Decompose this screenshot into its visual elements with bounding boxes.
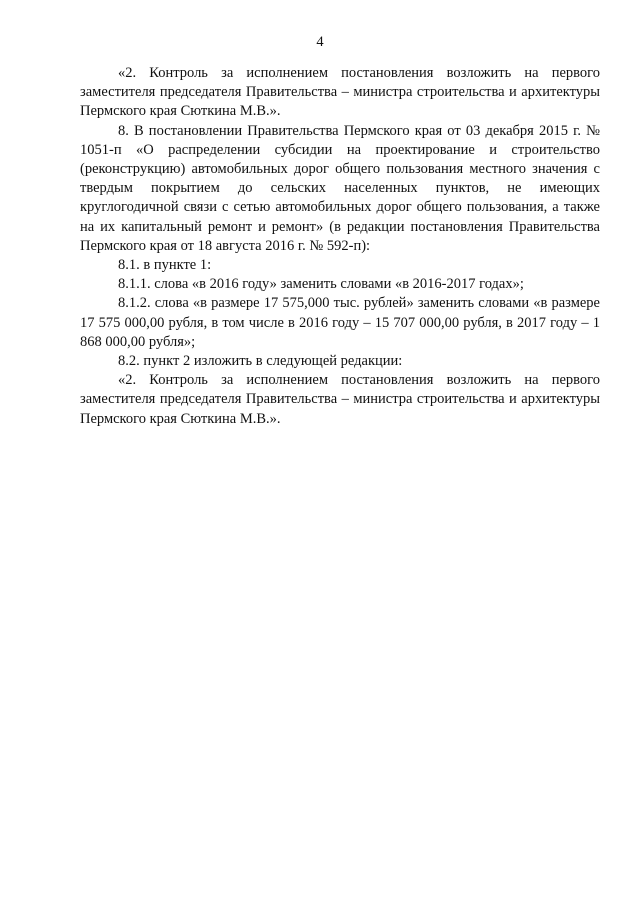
paragraph-item-8-2: 8.2. пункт 2 изложить в следующей редакции: — [118, 353, 403, 370]
document-body — [80, 64, 600, 429]
paragraph-item-8-1-2: 8.1.2. слова «в размере 17 575,000 тыс. рублей» заменить словами «в размере 17 575 000,00 рубля, в том числе в 2016 году – 15 707 000,00 рубля, в 2017 году – 1 868 000,00 рубля»; — [80, 295, 600, 350]
paragraph-item-8-1: 8.1. в пункте 1: — [118, 257, 212, 274]
paragraph-control-clause-1: «2. Контроль за исполнением постановления возложить на первого заместителя председателя Правительства – министра строительства и архитектуры Пермского края Сюткина М.В.». — [80, 65, 600, 120]
page-number: 4 — [316, 34, 324, 50]
paragraph-item-8: 8. В постановлении Правительства Пермского края от 03 декабря 2015 г. № 1051-п «О распределении субсидии на проектирование и строительство (реконструкцию) автомобильных дорог общего пользования местного значения с твердым покрытием до сельских населенных пунктов, не имеющих круглогодичной связи с сетью автомобильных дорог общего пользования, а также на их капитальный ремонт и ремонт» (в редакции постановления Правительства Пермского края от 18 августа 2016 г. № 592-п): — [80, 122, 600, 254]
paragraph-item-8-1-1: 8.1.1. слова «в 2016 году» заменить словами «в 2016-2017 годах»; — [118, 276, 524, 293]
paragraph-control-clause-2: «2. Контроль за исполнением постановления возложить на первого заместителя председателя Правительства – министра строительства и архитектуры Пермского края Сюткина М.В.». — [80, 372, 600, 427]
